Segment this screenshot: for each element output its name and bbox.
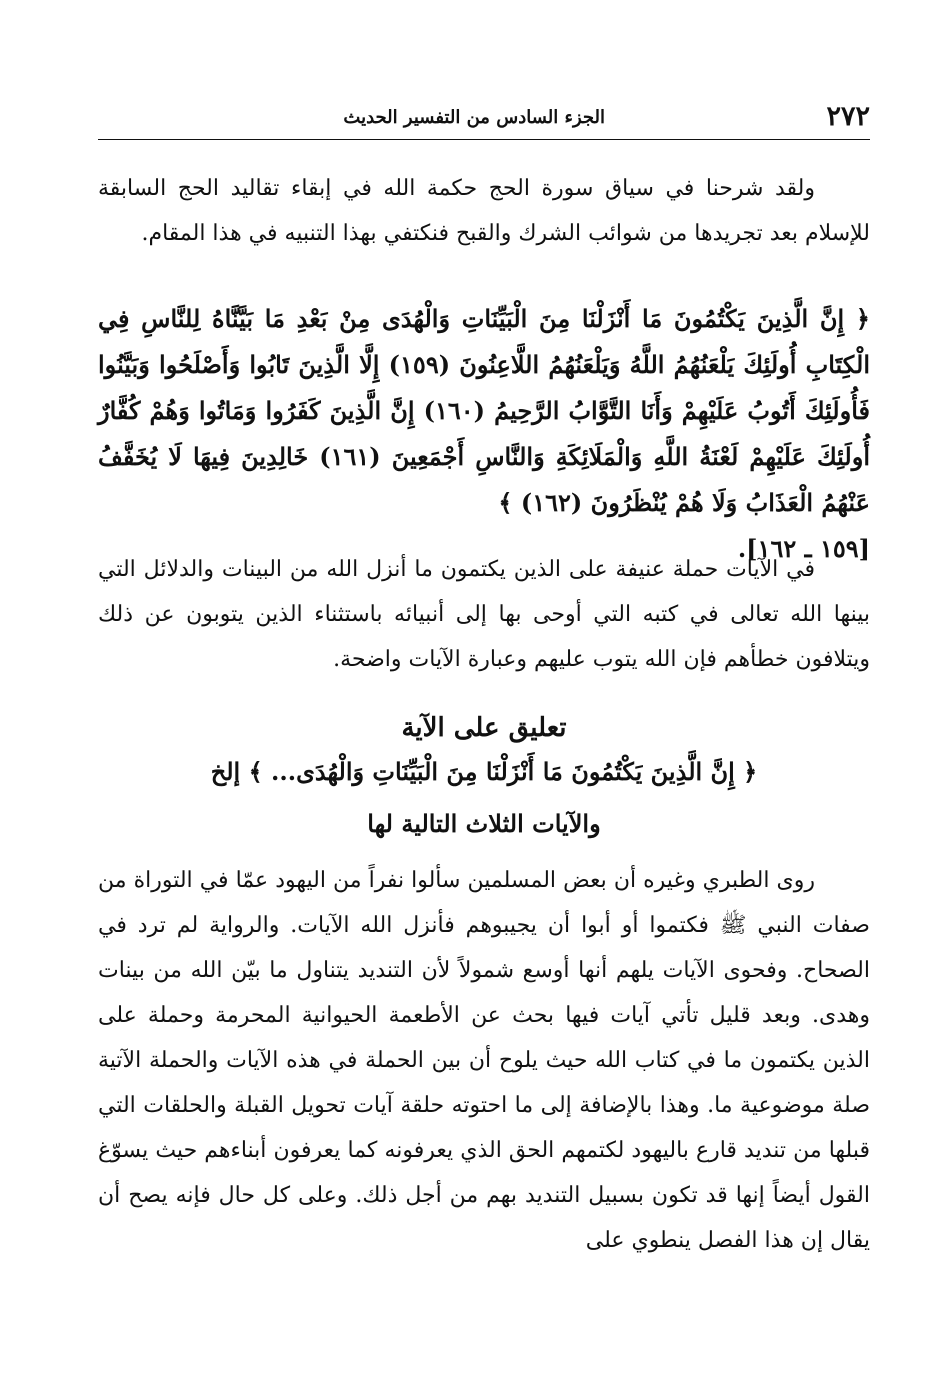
section-title: تعليق على الآية [401,713,567,743]
quran-reference: [١٥٩ ـ ١٦٢]. [737,534,870,563]
running-head: الجزء السادس من التفسير الحديث [343,107,605,128]
header-rule [98,139,870,140]
intro-paragraph: ولقد شرحنا في سياق سورة الحج حكمة الله في إبقاء تقاليد الحج السابقة للإسلام بعد تجريدها من شوائب الشرك والقبح فنكتفي بهذا التنبيه في هذا المقام. [98,176,870,246]
section-subtitle: والآيات الثلاث التالية لها [367,809,601,838]
page-header [98,100,870,136]
section-verse-reference: ﴿ إِنَّ الَّذِينَ يَكْتُمُونَ مَا أَنْزَلْنَا مِنَ الْبَيِّنَاتِ وَالْهُدَى... ﴾ إلخ [210,757,758,786]
intro-paragraph-block [98,166,870,256]
summary-paragraph-block [98,547,870,682]
page-number: ٢٧٢ [826,101,870,132]
commentary-paragraph: روى الطبري وغيره أن بعض المسلمين سألوا نفراً من اليهود عمّا في التوراة من صفات النبي ﷺ فكتموا أو أبوا أن يجيبوهم فأنزل الله الآيات. والرواية لم ترد في الصحاح. وفحوى الآيات يلهم أنها أوسع شمولاً لأن التنديد يتناول ما بيّن الله من بينات وهدى. وبعد قليل تأتي آيات فيها بحث عن الأطعمة الحيوانية المحرمة وحملة على الذين يكتمون ما في كتاب الله حيث يلوح أن بين الحملة في هذه الآيات والحملة الآتية صلة موضوعية ما. وهذا بالإضافة إلى ما احتوته حلقة آيات تحويل القبلة والحلقات التي قبلها من تنديد قارع باليهود لكتمهم الحق الذي يعرفونه كما يعرفون أبناءهم حيث يسوّغ القول أيضاً إنها قد تكون بسبيل التنديد بهم من أجل ذلك. وعلى كل حال فإنه يصح أن يقال إن هذا الفصل ينطوي على [98,868,870,1253]
summary-paragraph: في الآيات حملة عنيفة على الذين يكتمون ما أنزل الله من البينات والدلائل التي بينها الله تعالى في كتبه التي أوحى بها إلى أنبيائه باستثناء الذين يتوبون عن ذلك ويتلافون خطأهم فإن الله يتوب عليهم وعبارة الآيات واضحة. [98,557,870,672]
commentary-paragraph-block [98,858,870,1263]
quran-block [98,296,870,572]
quran-verses: ﴿ إِنَّ الَّذِينَ يَكْتُمُونَ مَا أَنْزَلْنَا مِنَ الْبَيِّنَاتِ وَالْهُدَى مِنْ بَعْدِ مَا بَيَّنَّاهُ لِلنَّاسِ فِي الْكِتَابِ أُولَئِكَ يَلْعَنُهُمُ اللَّهُ وَيَلْعَنُهُمُ اللَّاعِنُونَ (١٥٩) إِلَّا الَّذِينَ تَابُوا وَأَصْلَحُوا وَبَيَّنُوا فَأُولَئِكَ أَتُوبُ عَلَيْهِمْ وَأَنَا التَّوَّابُ الرَّحِيمُ (١٦٠) إِنَّ الَّذِينَ كَفَرُوا وَمَاتُوا وَهُمْ كُفَّارٌ أُولَئِكَ عَلَيْهِمْ لَعْنَةُ اللَّهِ وَالْمَلَائِكَةِ وَالنَّاسِ أَجْمَعِينَ (١٦١) خَالِدِينَ فِيهَا لَا يُخَفَّفُ عَنْهُمُ الْعَذَابُ وَلَا هُمْ يُنْظَرُونَ (١٦٢) ﴾ [98,304,871,517]
